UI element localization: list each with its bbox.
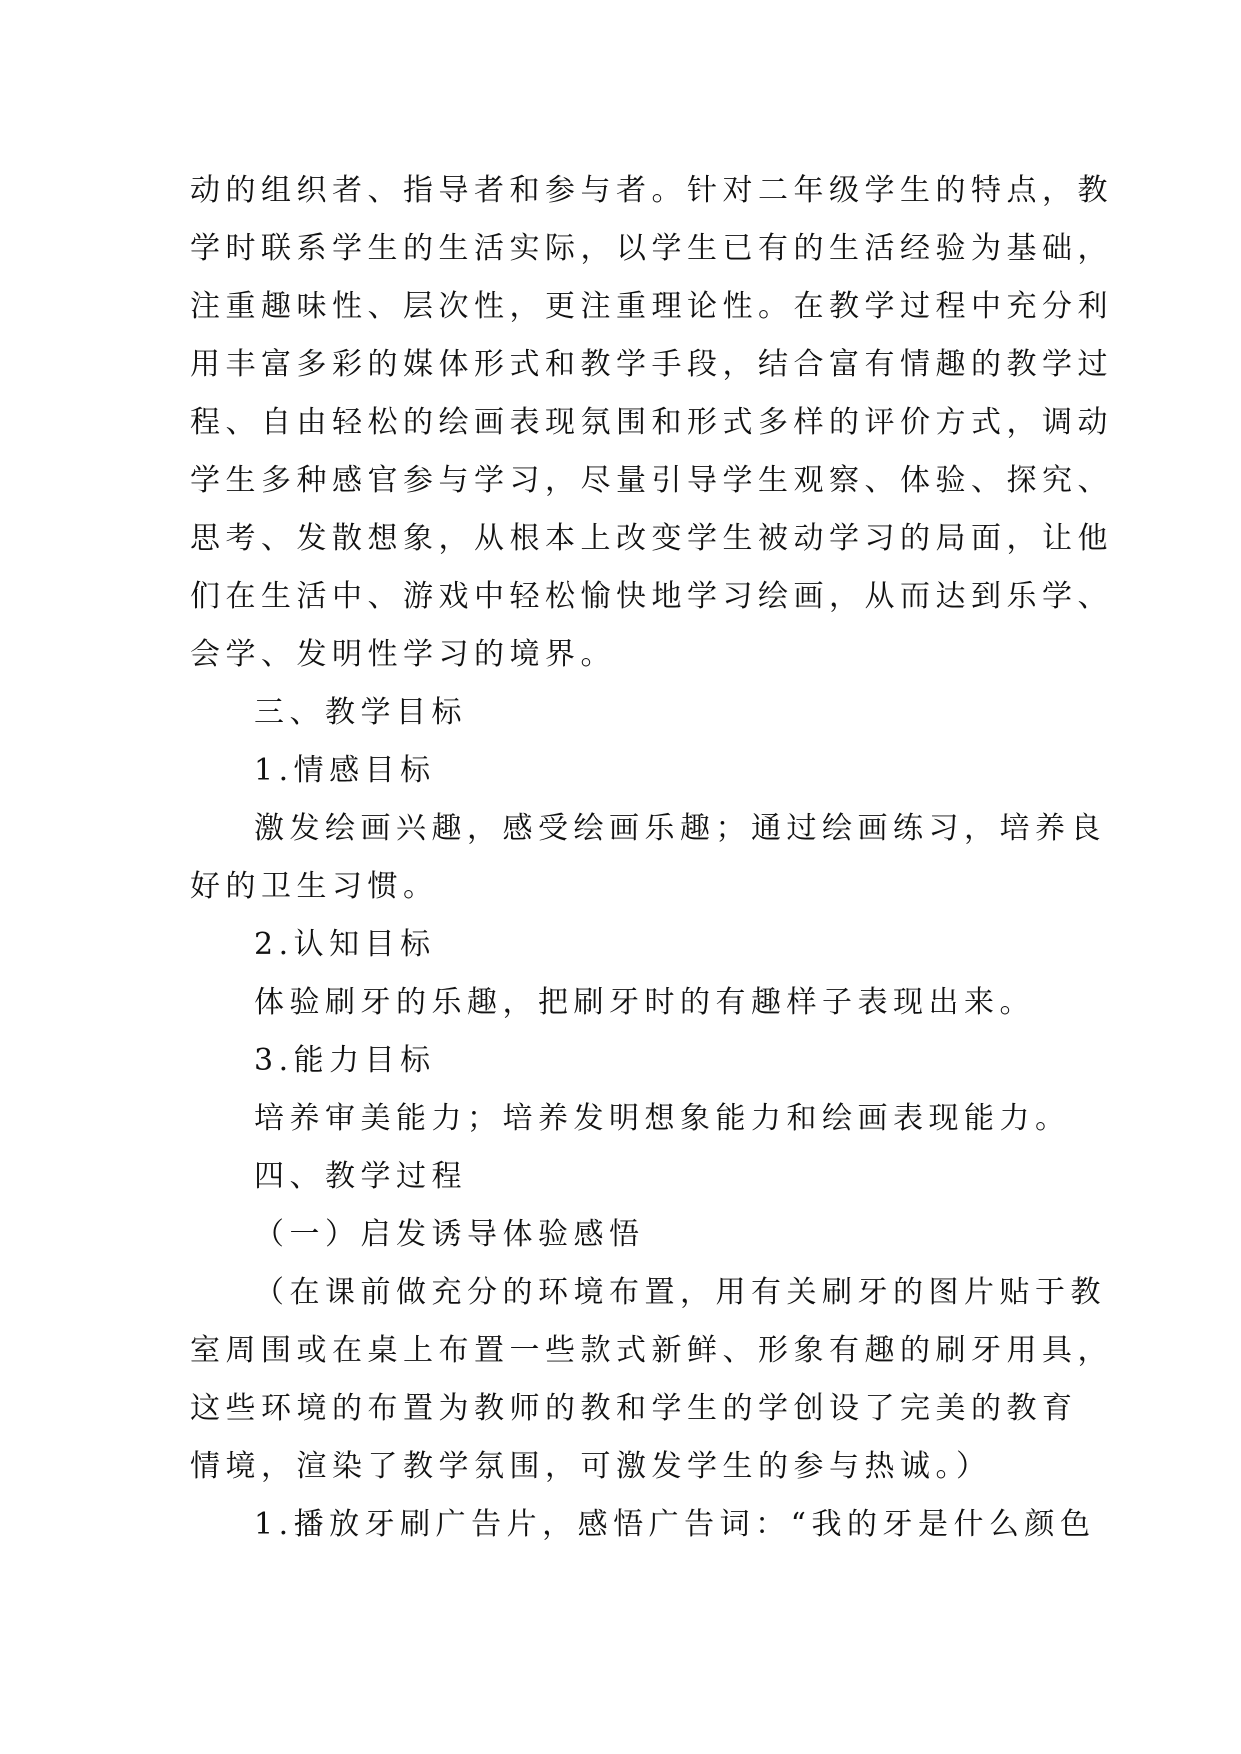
subsection-heading: （一）启发诱导体验感悟 (254, 1217, 645, 1252)
text-line: 用丰富多彩的媒体形式和教学手段，结合富有情趣的教学过 (190, 347, 1113, 382)
subsection-heading: 1.情感目标 (254, 753, 436, 788)
text-line: 这些环境的布置为教师的教和学生的学创设了完美的教育 (190, 1391, 1078, 1426)
text-line: 会学、发明性学习的境界。 (190, 637, 616, 672)
text-line: 思考、发散想象，从根本上改变学生被动学习的局面，让他 (190, 521, 1113, 556)
text-line: 体验刷牙的乐趣，把刷牙时的有趣样子表现出来。 (254, 985, 1035, 1020)
section-heading: 三、教学目标 (254, 695, 467, 730)
subsection-heading: 3.能力目标 (254, 1043, 436, 1078)
text-line: 们在生活中、游戏中轻松愉快地学习绘画，从而达到乐学、 (190, 579, 1113, 614)
text-line: 1.播放牙刷广告片，感悟广告词：“我的牙是什么颜色 (254, 1507, 1096, 1542)
text-line: 学时联系学生的生活实际，以学生已有的生活经验为基础， (190, 231, 1113, 266)
text-line: （在课前做充分的环境布置，用有关刷牙的图片贴于教 (254, 1275, 1106, 1310)
text-line: 注重趣味性、层次性，更注重理论性。在教学过程中充分利 (190, 289, 1113, 324)
text-line: 激发绘画兴趣，感受绘画乐趣；通过绘画练习，培养良 (254, 811, 1106, 846)
subsection-heading: 2.认知目标 (254, 927, 436, 962)
section-heading: 四、教学过程 (254, 1159, 467, 1194)
text-line: 程、自由轻松的绘画表现氛围和形式多样的评价方式，调动 (190, 405, 1113, 440)
text-line: 室周围或在桌上布置一些款式新鲜、形象有趣的刷牙用具， (190, 1333, 1113, 1368)
text-line: 动的组织者、指导者和参与者。针对二年级学生的特点，教 (190, 173, 1113, 208)
text-line: 好的卫生习惯。 (190, 869, 439, 904)
text-line: 学生多种感官参与学习，尽量引导学生观察、体验、探究、 (190, 463, 1113, 498)
body-text (190, 162, 1113, 1554)
text-line: 情境，渲染了教学氛围，可激发学生的参与热诚。） (190, 1449, 992, 1484)
text-line: 培养审美能力；培养发明想象能力和绘画表现能力。 (254, 1101, 1071, 1136)
